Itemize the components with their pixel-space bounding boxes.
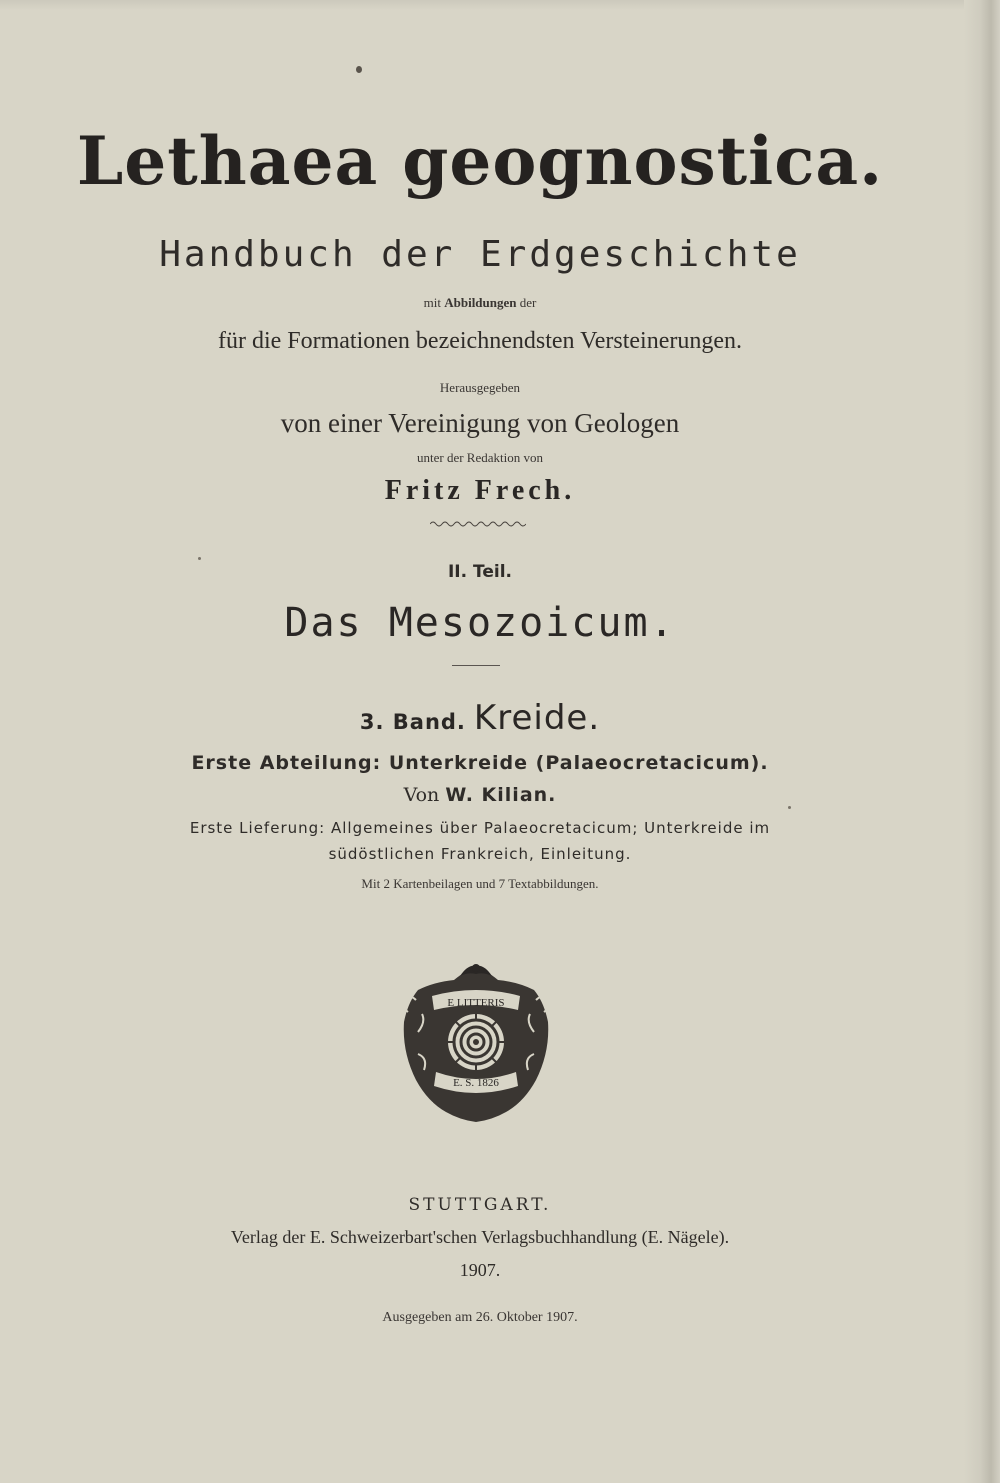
installment-line-1: Erste Lieferung: Allgemeines über Palaeocretacicum; Unterkreide im (189, 819, 771, 837)
author-line (0, 784, 960, 806)
ink-speck (198, 557, 201, 560)
author-prefix: Von (403, 784, 440, 806)
issue-date: Ausgegeben am 26. Oktober 1907. (382, 1310, 578, 1325)
author-name: W. Kilian. (445, 784, 557, 806)
editor-intro: Herausgegeben (439, 380, 521, 395)
illustrations-emphasis: Abbildungen (444, 295, 517, 310)
emblem-founding: E. S. 1826 (453, 1077, 499, 1089)
formations-line: für die Formationen bezeichnendsten Versteinerungen. (217, 328, 743, 354)
emblem-motto: E LITTERIS (447, 997, 505, 1009)
publisher-emblem-icon (398, 962, 554, 1124)
volume-title: Kreide. (473, 698, 601, 738)
ink-speck (788, 806, 791, 809)
volume-label: 3. Band. (359, 710, 466, 734)
editorship-line: unter der Redaktion von (417, 450, 543, 465)
publication-year: 1907. (459, 1260, 501, 1280)
city: STUTTGART. (408, 1195, 552, 1215)
supplements-line: Mit 2 Kartenbeilagen und 7 Textabbildungen. (361, 876, 599, 891)
section-rule (452, 665, 500, 666)
editor-name: Fritz Frech. (384, 475, 576, 506)
book-title: Lethaea geognostica. (76, 122, 884, 200)
illustrations-suffix: der (519, 295, 537, 310)
division-line: Erste Abteilung: Unterkreide (Palaeocretacicum). (191, 752, 769, 774)
publisher: Verlag der E. Schweizerbart'schen Verlagsbuchhandlung (E. Nägele). (230, 1227, 730, 1247)
volume-line (0, 698, 960, 738)
paper-right-edge (964, 0, 1000, 1483)
book-subtitle: Handbuch der Erdgeschichte (159, 234, 801, 275)
part-label: II. Teil. (447, 562, 512, 582)
part-title: Das Mesozoicum. (284, 600, 676, 646)
illustrations-line (0, 295, 960, 311)
illustrations-prefix: mit (423, 295, 441, 310)
wavy-divider (430, 520, 526, 528)
installment-line-2: südöstlichen Frankreich, Einleitung. (328, 845, 632, 863)
paper-top-edge (0, 0, 1000, 10)
ink-speck (356, 66, 362, 73)
association-line: von einer Vereinigung von Geologen (280, 408, 680, 438)
